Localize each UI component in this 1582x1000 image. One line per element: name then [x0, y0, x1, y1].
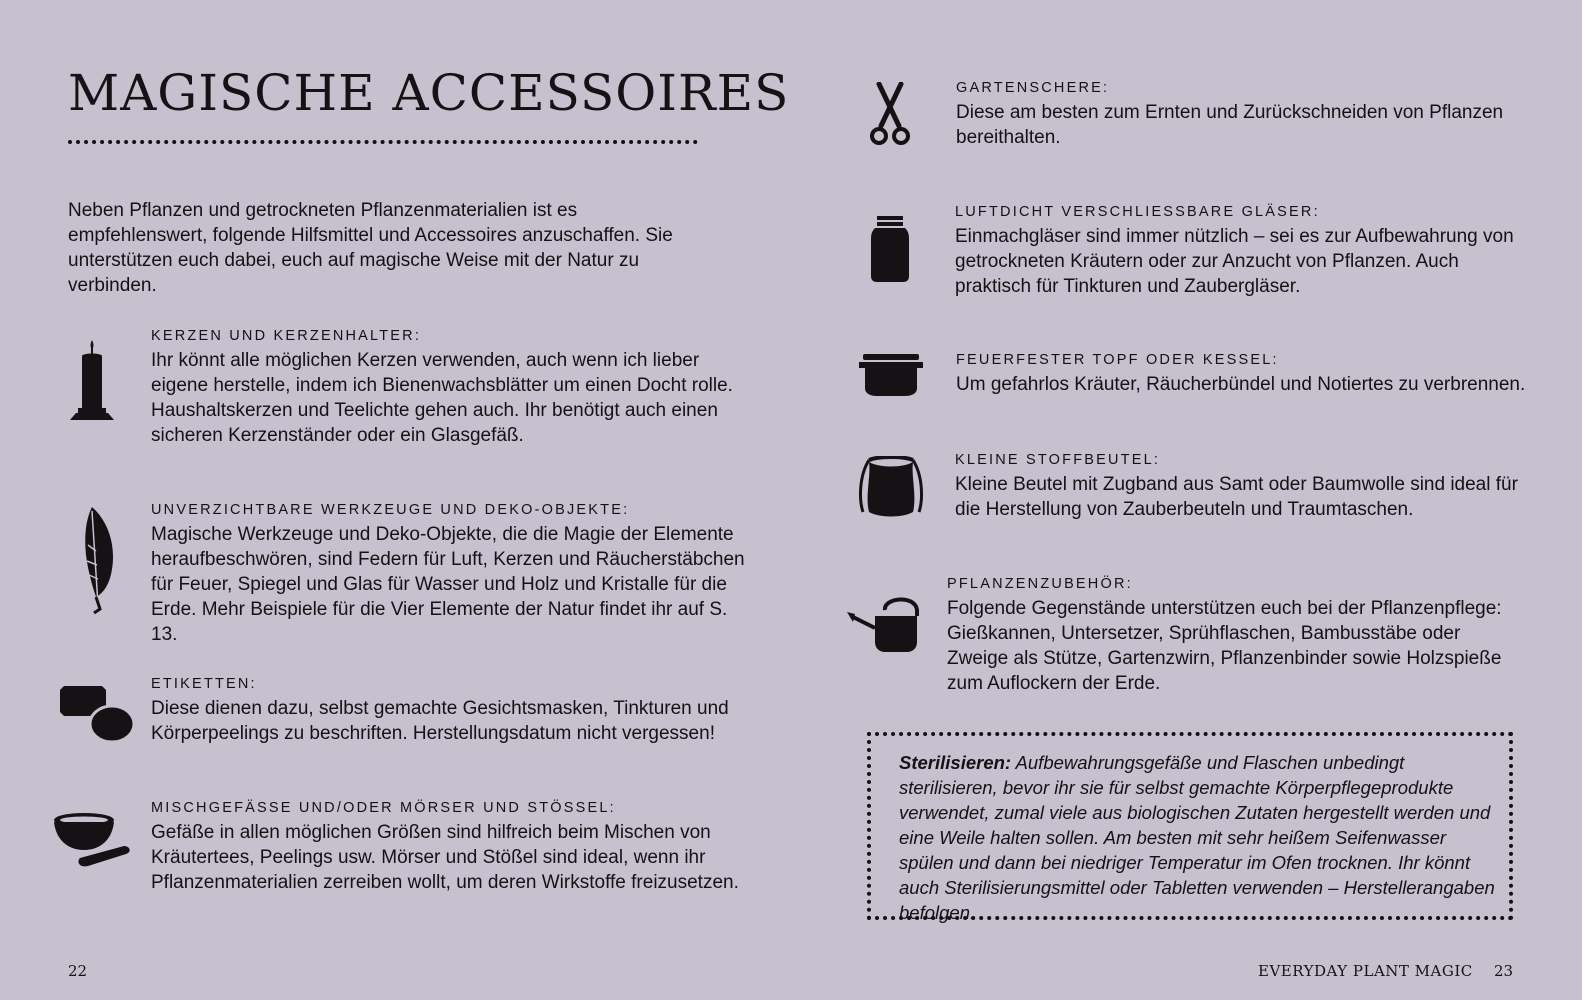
- page-number-left: 22: [68, 962, 88, 980]
- item-heading: FEUERFESTER TOPF ODER KESSEL:: [956, 352, 1279, 368]
- item-body: Diese am besten zum Ernten und Zurückschneiden von Pflanzen bereithalten.: [956, 102, 1504, 148]
- item-body: Gefäße in allen möglichen Größen sind hilfreich beim Mischen von Kräutertees, Peelings usw. Mörser und Stößel sind ideal, wenn ihr Pflanzenmaterialien zerreiben wollt, um deren Wirkstoffe freizusetzen.: [151, 822, 739, 893]
- note-text: Aufbewahrungsgefäße und Flaschen unbedingt sterilisieren, bevor ihr sie für selbst gemachte Körperpflegeprodukte verwendet, zumal viele aus biologischen Zutaten hergestellt werden und eine Weile halten sollen. Am besten mit sehr heißem Seifenwasser spülen und dann bei niedriger Temperatur im Ofen trocknen. Ihr könnt auch Sterilisierungsmittel oder Tabletten verwenden – Herstellerangaben befolgen.: [899, 752, 1495, 923]
- item-body: Ihr könnt alle möglichen Kerzen verwenden, auch wenn ich lieber eigene herstelle, indem ich Bienenwachsblätter um einen Docht rolle. Haushaltskerzen und Teelichte gehen auch. Ihr benötigt auch einen sicheren Kerzenständer oder ein Glasgefäß.: [151, 350, 733, 446]
- drawstring-bag-icon: [855, 456, 927, 522]
- item-heading: UNVERZICHTBARE WERKZEUGE UND DEKO-OBJEKTE:: [151, 502, 630, 518]
- scissors-icon: [865, 82, 915, 148]
- item-heading: LUFTDICHT VERSCHLIESSBARE GLÄSER:: [955, 204, 1320, 220]
- note-label: Sterilisieren:: [899, 752, 1012, 773]
- item-heading: MISCHGEFÄSSE UND/ODER MÖRSER UND STÖSSEL:: [151, 800, 616, 816]
- item-body: Einmachgläser sind immer nützlich – sei es zur Aufbewahrung von getrockneten Kräutern oder zur Anzucht von Pflanzen. Auch praktisch für Tinkturen und Zaubergläser.: [955, 226, 1514, 297]
- feather-icon: [74, 505, 124, 617]
- title-dotted-rule: [68, 140, 698, 144]
- page-title: MAGISCHE ACCESSOIRES: [68, 64, 790, 122]
- note-paragraph: [899, 750, 1495, 925]
- item-body: Folgende Gegenstände unterstützen euch bei der Pflanzenpflege: Gießkannen, Untersetzer, Sprühflaschen, Bambusstäbe oder Zweige als Stütze, Gartenzwirn, Pflanzenbinder sowie Holzspieße zum Auflockern der Erde.: [947, 598, 1502, 694]
- intro-paragraph: Neben Pflanzen und getrockneten Pflanzenmaterialien ist es empfehlenswert, folgende Hilfsmittel und Accessoires anzuschaffen. Sie unterstützen euch dabei, euch auf magische Weise mit der Natur zu verbinden.: [68, 200, 673, 296]
- jar-icon: [865, 214, 915, 284]
- item-body: Magische Werkzeuge und Deko-Objekte, die die Magie der Elemente heraufbeschwören, sind Federn für Luft, Kerzen und Räucherstäbchen für Feuer, Spiegel und Glas für Wasser und Holz und Kristalle für die Erde. Mehr Beispiele für die Vier Elemente der Natur findet ihr auf S. 13.: [151, 524, 745, 645]
- item-body: Um gefahrlos Kräuter, Räucherbündel und Notiertes zu verbrennen.: [956, 374, 1526, 395]
- labels-icon: [56, 682, 140, 750]
- item-body: Kleine Beutel mit Zugband aus Samt oder Baumwolle sind ideal für die Herstellung von Zauberbeuteln und Traumtaschen.: [955, 474, 1518, 520]
- sterilization-note-box: [867, 732, 1513, 923]
- item-body: Diese dienen dazu, selbst gemachte Gesichtsmasken, Tinkturen und Körperpeelings zu beschriften. Herstellungsdatum nicht vergessen!: [151, 698, 729, 744]
- item-heading: KLEINE STOFFBEUTEL:: [955, 452, 1161, 468]
- running-head: EVERYDAY PLANT MAGIC: [1258, 962, 1473, 980]
- watering-can-icon: [845, 594, 925, 656]
- page-number-right: 23: [1494, 962, 1514, 980]
- candle-icon: [62, 338, 122, 424]
- item-heading: KERZEN UND KERZENHALTER:: [151, 328, 422, 344]
- mortar-pestle-icon: [52, 810, 132, 874]
- item-heading: PFLANZENZUBEHÖR:: [947, 576, 1133, 592]
- item-heading: GARTENSCHERE:: [956, 80, 1110, 96]
- item-heading: ETIKETTEN:: [151, 676, 257, 692]
- cauldron-icon: [859, 352, 923, 402]
